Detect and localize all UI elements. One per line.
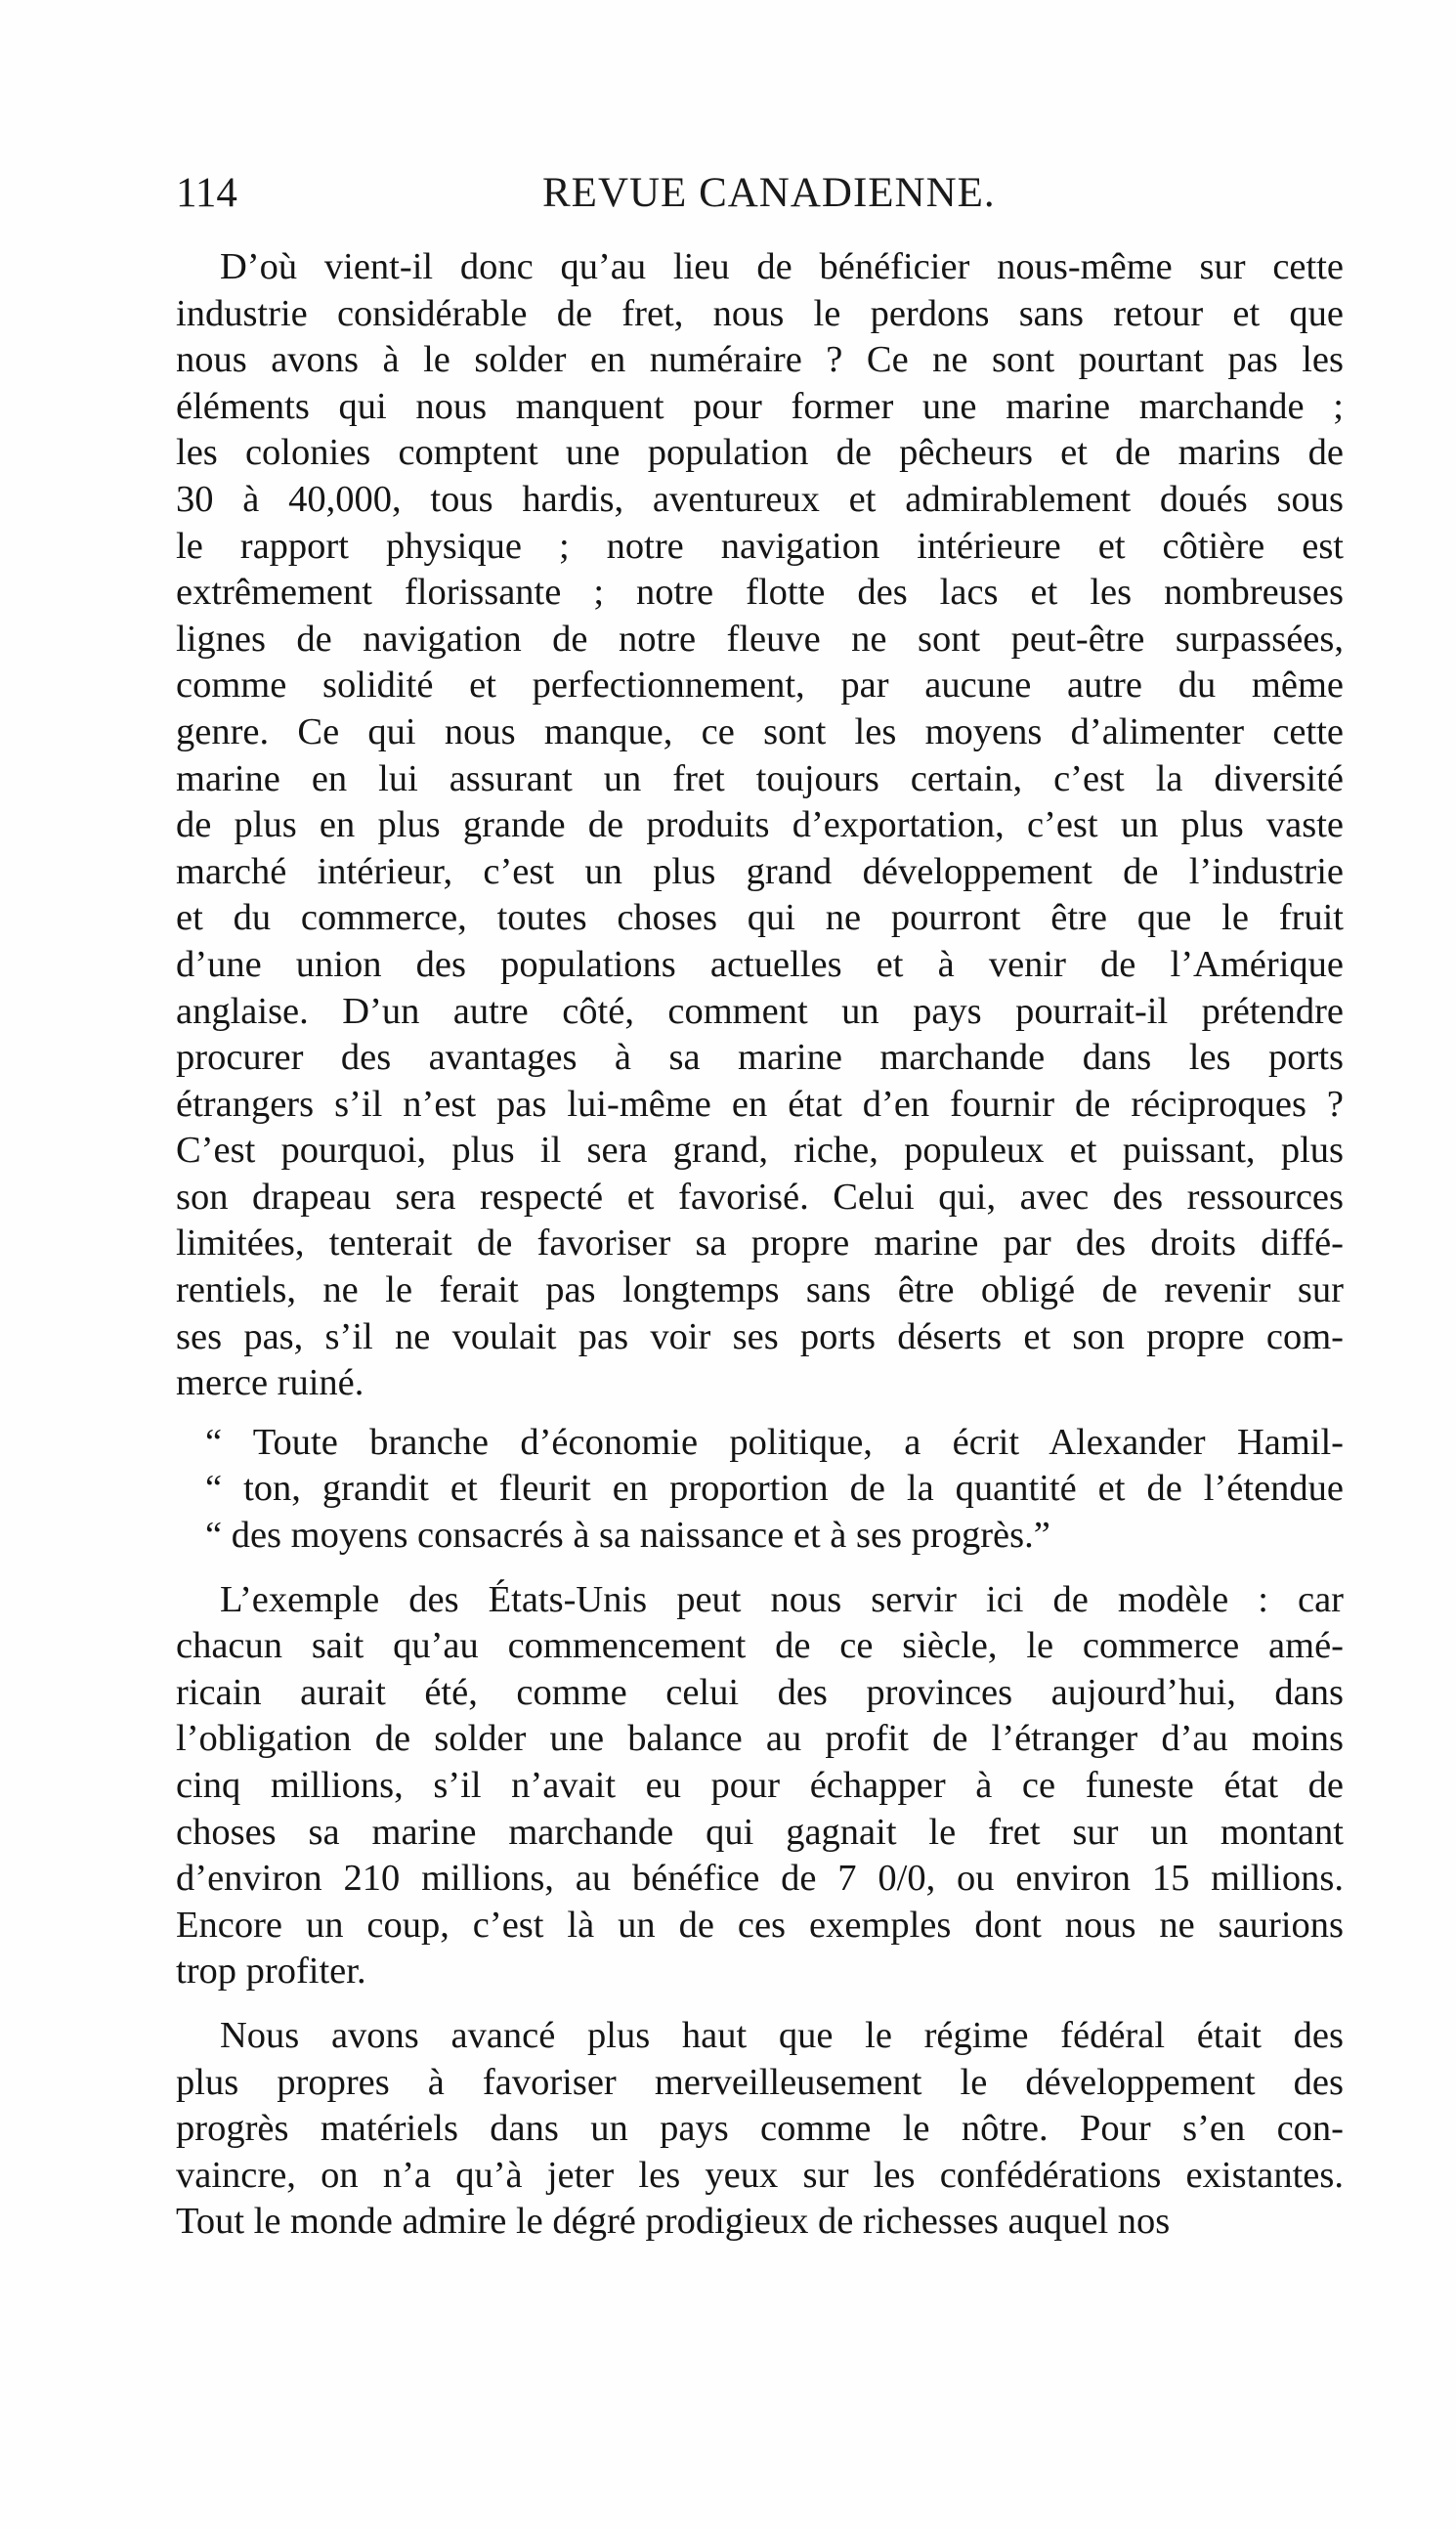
text-line: chacun sait qu’au commencement de ce siècle, le commerce amé- xyxy=(176,1625,1344,1667)
text-line: d’environ 210 millions, au bénéfice de 7 0/0, ou environ 15 millions. xyxy=(176,1858,1344,1900)
text-line: les colonies comptent une population de pêcheurs et de marins de xyxy=(176,432,1344,474)
text-line: son drapeau sera respecté et favorisé. Celui qui, avec des ressources xyxy=(176,1176,1344,1218)
text-line: ses pas, s’il ne voulait pas voir ses ports déserts et son propre com- xyxy=(176,1315,1344,1357)
text-line: vaincre, on n’a qu’à jeter les yeux sur les confédérations existantes. xyxy=(176,2154,1344,2196)
text-line: lignes de navigation de notre fleuve ne sont peut-être surpassées, xyxy=(176,618,1344,660)
quotation-paragraph xyxy=(176,1420,1344,1560)
paragraph xyxy=(176,2013,1344,2246)
text-line: Encore un coup, c’est là un de ces exemples dont nous ne saurions xyxy=(176,1904,1344,1946)
text-line: D’où vient-il donc qu’au lieu de bénéficier nous-même sur cette xyxy=(220,246,1344,287)
text-line: trop profiter. xyxy=(176,1950,366,1993)
text-line: étrangers s’il n’est pas lui-même en état d’en fournir de réciproques ? xyxy=(176,1083,1344,1125)
text-line: Nous avons avancé plus haut que le régime fédéral était des xyxy=(220,2014,1344,2056)
text-line: “ Toute branche d’économie politique, a écrit Alexander Hamil- xyxy=(205,1421,1344,1463)
text-line: “ des moyens consacrés à sa naissance et à ses progrès.” xyxy=(205,1515,1050,1557)
text-line: C’est pourquoi, plus il sera grand, riche, populeux et puissant, plus xyxy=(176,1130,1344,1172)
text-line: comme solidité et perfectionnement, par aucune autre du même xyxy=(176,664,1344,707)
text-line: procurer des avantages à sa marine marchande dans les ports xyxy=(176,1037,1344,1079)
text-line: d’une union des populations actuelles et à venir de l’Amérique xyxy=(176,943,1344,985)
paragraph xyxy=(176,244,1344,1407)
text-line: ricain aurait été, comme celui des provinces aujourd’hui, dans xyxy=(176,1671,1344,1713)
running-title: REVUE CANADIENNE. xyxy=(542,170,996,216)
text-line: Tout le monde admire le dégré prodigieux de richesses auquel nos xyxy=(176,2201,1171,2243)
text-line: progrès matériels dans un pays comme le nôtre. Pour s’en con- xyxy=(176,2108,1344,2150)
text-line: plus propres à favoriser merveilleusement le développement des xyxy=(176,2061,1344,2103)
text-line: L’exemple des États-Unis peut nous servir ici de modèle : car xyxy=(220,1578,1344,1620)
text-line: marine en lui assurant un fret toujours certain, c’est la diversité xyxy=(176,757,1344,799)
text-line: genre. Ce qui nous manque, ce sont les moyens d’alimenter cette xyxy=(176,710,1344,752)
paragraph xyxy=(176,1577,1344,1995)
text-line: cinq millions, s’il n’avait eu pour échapper à ce funeste état de xyxy=(176,1765,1344,1806)
body-text xyxy=(176,244,1344,2246)
text-line: éléments qui nous manquent pour former une marine marchande ; xyxy=(176,385,1344,427)
text-line: de plus en plus grande de produits d’exportation, c’est un plus vaste xyxy=(176,804,1344,846)
text-line: choses sa marine marchande qui gagnait le fret sur un montant xyxy=(176,1811,1344,1853)
page-header xyxy=(176,164,1349,223)
text-line: merce ruiné. xyxy=(176,1362,364,1404)
text-line: “ ton, grandit et fleurit en proportion de la quantité et de l’étendue xyxy=(205,1468,1344,1510)
text-line: anglaise. D’un autre côté, comment un pays pourrait-il prétendre xyxy=(176,990,1344,1032)
text-line: industrie considérable de fret, nous le perdons sans retour et que xyxy=(176,292,1344,334)
page-number: 114 xyxy=(176,170,237,216)
text-line: et du commerce, toutes choses qui ne pourront être que le fruit xyxy=(176,897,1344,939)
text-line: l’obligation de solder une balance au profit de l’étranger d’au moins xyxy=(176,1718,1344,1760)
text-line: marché intérieur, c’est un plus grand développement de l’industrie xyxy=(176,850,1344,892)
text-line: extrêmement florissante ; notre flotte des lacs et les nombreuses xyxy=(176,572,1344,614)
text-line: limitées, tenterait de favoriser sa propre marine par des droits diffé- xyxy=(176,1222,1344,1264)
text-line: le rapport physique ; notre navigation intérieure et côtière est xyxy=(176,525,1344,567)
text-line: 30 à 40,000, tous hardis, aventureux et admirablement doués sous xyxy=(176,478,1344,520)
text-line: rentiels, ne le ferait pas longtemps sans être obligé de revenir sur xyxy=(176,1269,1344,1311)
text-line: nous avons à le solder en numéraire ? Ce ne sont pourtant pas les xyxy=(176,339,1344,381)
